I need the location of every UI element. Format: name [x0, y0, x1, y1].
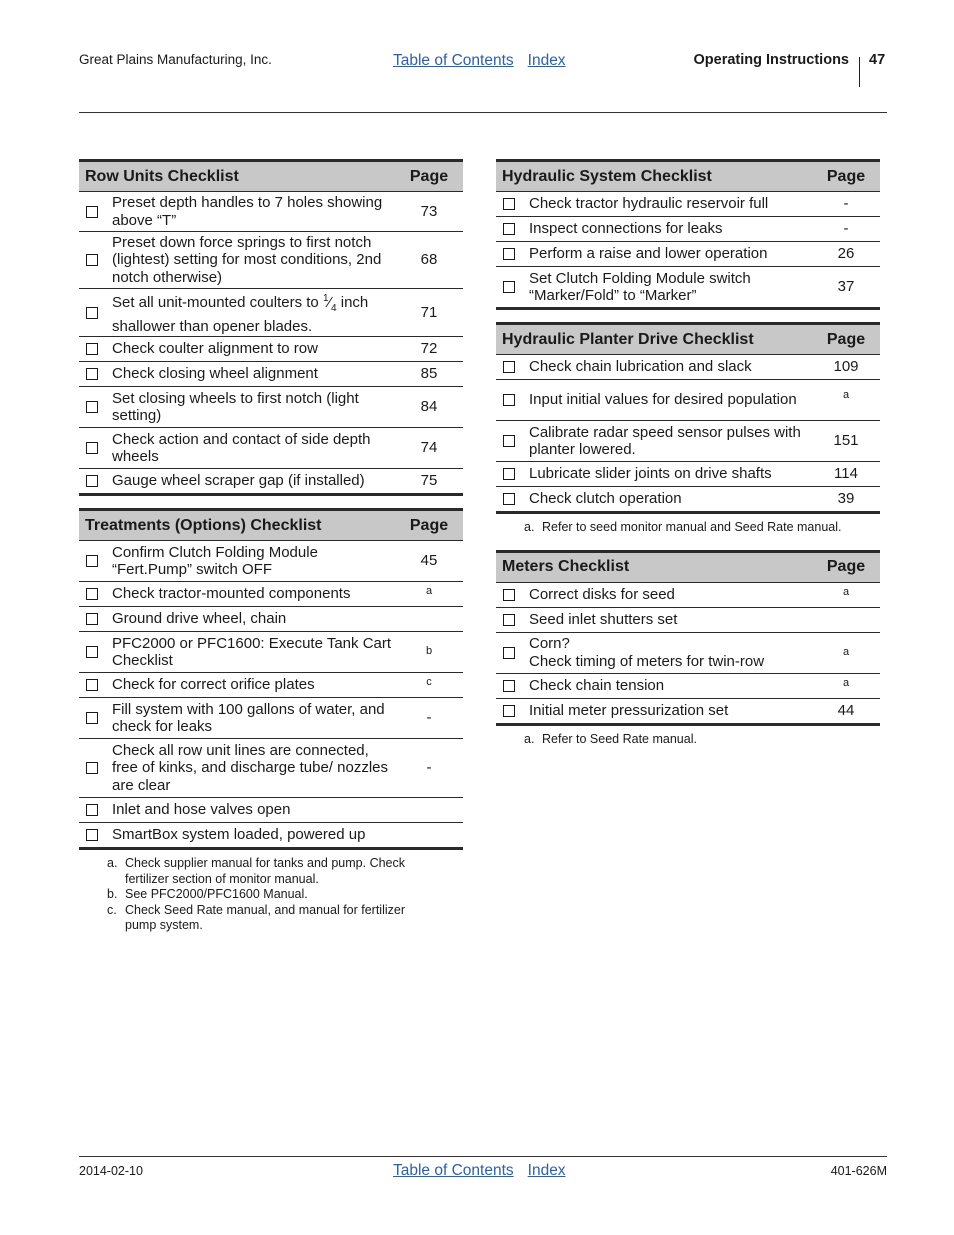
checkbox[interactable] [86, 401, 98, 413]
checkbox[interactable] [86, 762, 98, 774]
checkbox[interactable] [503, 394, 515, 406]
company-name: Great Plains Manufacturing, Inc. [79, 52, 272, 67]
footnote-ref: a [842, 389, 850, 401]
item-page: 71 [420, 303, 438, 321]
meters-checklist [496, 550, 880, 726]
checkbox[interactable] [86, 829, 98, 841]
checkbox[interactable] [503, 435, 515, 447]
checklist-header [496, 162, 880, 192]
checkbox[interactable] [86, 646, 98, 658]
footnotes [496, 732, 880, 748]
item-text: Lubricate slider joints on drive shafts [529, 465, 772, 483]
item-page: 68 [420, 251, 438, 269]
checklist-row [79, 469, 463, 493]
left-column [79, 159, 463, 948]
item-page: 151 [833, 432, 859, 450]
treatments-checklist [79, 508, 463, 850]
footnote-ref: c [426, 676, 432, 688]
page-number: 47 [869, 52, 886, 68]
checkbox[interactable] [86, 343, 98, 355]
fraction-denominator: 4 [331, 303, 337, 314]
checkbox[interactable] [503, 468, 515, 480]
item-text: Check all row unit lines are connected, free of kinks, and discharge tube/ nozzles are clear [112, 741, 388, 794]
checkbox[interactable] [503, 589, 515, 601]
header-nav [393, 52, 566, 70]
footnote-ref: a [425, 585, 433, 597]
footnote: b. See PFC2000/PFC1600 Manual. [107, 887, 308, 901]
page-column-header: Page [409, 516, 449, 534]
index-link[interactable]: Index [527, 1162, 566, 1179]
checklist-row [496, 583, 880, 608]
item-text: SmartBox system loaded, powered up [112, 826, 366, 844]
item-text: Perform a raise and lower operation [529, 245, 768, 263]
item-page: 84 [420, 398, 438, 416]
item-text: Check for correct orifice plates [112, 676, 315, 694]
page-column-header: Page [826, 330, 866, 348]
checklist-header [496, 325, 880, 355]
header-rule [79, 112, 887, 113]
checkbox[interactable] [503, 705, 515, 717]
page-column-header: Page [409, 167, 449, 185]
item-text: PFC2000 or PFC1600: Execute Tank Cart Checklist [112, 634, 392, 669]
index-link[interactable]: Index [527, 52, 566, 69]
checklist-row [79, 632, 463, 673]
checklist-title: Hydraulic System Checklist [502, 167, 712, 185]
checklist-header [79, 511, 463, 541]
checklist-row [79, 337, 463, 362]
item-text: Correct disks for seed [529, 585, 675, 603]
checklist-row [496, 217, 880, 242]
checklist-row [79, 673, 463, 698]
footnote: a. Refer to Seed Rate manual. [524, 731, 697, 746]
checkbox[interactable] [503, 223, 515, 235]
item-page: 85 [420, 365, 438, 383]
item-page: 114 [834, 465, 858, 483]
item-page: 44 [837, 701, 855, 719]
checkbox[interactable] [86, 475, 98, 487]
checklist-row [496, 487, 880, 511]
item-page: 75 [420, 472, 438, 490]
checklist-title: Hydraulic Planter Drive Checklist [502, 330, 754, 348]
footnotes [496, 520, 880, 536]
hydraulic-system-checklist [496, 159, 880, 310]
checklist-row [79, 192, 463, 232]
checkbox[interactable] [503, 493, 515, 505]
item-text: Check chain lubrication and slack [529, 358, 752, 376]
header-divider [859, 57, 860, 87]
item-text: Set closing wheels to first notch (light setting) [112, 389, 359, 424]
item-page: 73 [420, 202, 438, 220]
item-page: - [426, 759, 432, 777]
item-page: 72 [420, 340, 438, 358]
checkbox[interactable] [86, 679, 98, 691]
checkbox[interactable] [86, 613, 98, 625]
item-text: Check tractor-mounted components [112, 585, 351, 603]
checklist-row [496, 674, 880, 699]
checklist-row [79, 698, 463, 739]
item-text: Preset depth handles to 7 holes showing above “T” [112, 194, 383, 229]
checklist-title: Row Units Checklist [85, 167, 239, 185]
item-text: Check clutch operation [529, 490, 682, 508]
item-text: Gauge wheel scraper gap (if installed) [112, 472, 365, 490]
checklist-header [496, 553, 880, 583]
checklist-row [496, 267, 880, 307]
item-text: Check closing wheel alignment [112, 365, 318, 383]
checkbox[interactable] [503, 614, 515, 626]
checklist-row [79, 232, 463, 289]
checklist-row [496, 242, 880, 267]
footer-date: 2014-02-10 [79, 1164, 143, 1178]
checklist-title: Treatments (Options) Checklist [85, 516, 322, 534]
footer-nav [393, 1162, 566, 1180]
item-text: Set all unit-mounted coulters to $^1⁄_4$ inch shallower than opener blades. [112, 293, 369, 335]
item-page: 109 [833, 358, 859, 376]
checkbox[interactable] [86, 368, 98, 380]
item-text: Ground drive wheel, chain [112, 610, 287, 628]
planter-drive-checklist [496, 322, 880, 514]
item-text: Confirm Clutch Folding Module “Fert.Pump” switch OFF [112, 543, 318, 578]
checklist-header [79, 162, 463, 192]
checkbox[interactable] [86, 206, 98, 218]
item-text: Check action and contact of side depth wheels [112, 430, 371, 465]
checklist-row [496, 608, 880, 633]
checklist-row [79, 289, 463, 337]
page-column-header: Page [826, 167, 866, 185]
item-text: Check coulter alignment to row [112, 340, 318, 358]
item-text: Inspect connections for leaks [529, 220, 723, 238]
footnote-ref: b [425, 645, 433, 658]
item-text: Initial meter pressurization set [529, 701, 729, 719]
checklist-title: Meters Checklist [502, 558, 630, 575]
checkbox[interactable] [503, 680, 515, 692]
checklist-row [496, 633, 880, 674]
toc-link[interactable]: Table of Contents [393, 1162, 514, 1179]
item-text: Calibrate radar speed sensor pulses with planter lowered. [529, 423, 801, 458]
item-page: 45 [420, 552, 438, 570]
item-text: Input initial values for desired population [529, 391, 797, 409]
footnote-ref: a [842, 676, 850, 689]
checklist-row [79, 582, 463, 607]
checkbox[interactable] [86, 307, 98, 319]
checkbox[interactable] [86, 588, 98, 600]
item-text: Check chain tension [529, 676, 665, 694]
footnote: a. Check supplier manual for tanks and pump. Check fertilizer section of monitor manual. [107, 856, 406, 886]
section-title: Operating Instructions [693, 52, 849, 68]
footnote: c. Check Seed Rate manual, and manual for fertilizer pump system. [107, 902, 406, 932]
checklist-row [496, 462, 880, 487]
doc-number: 401-626M [830, 1164, 887, 1178]
checkbox[interactable] [503, 647, 515, 659]
checkbox[interactable] [503, 248, 515, 260]
checklist-row [79, 362, 463, 387]
item-page: - [843, 220, 849, 238]
checkbox[interactable] [86, 555, 98, 567]
checkbox[interactable] [86, 712, 98, 724]
item-text: Check tractor hydraulic reservoir full [529, 195, 769, 213]
checklist-row [496, 192, 880, 217]
footnotes [79, 856, 463, 934]
footer-rule [79, 1156, 887, 1157]
item-page: 74 [420, 439, 438, 457]
item-text: Fill system with 100 gallons of water, and check for leaks [112, 700, 385, 735]
item-text: Corn? Check timing of meters for twin-row [529, 635, 765, 670]
checklist-row [79, 607, 463, 632]
footnote-ref: a [842, 585, 850, 598]
right-column [496, 159, 880, 761]
item-text: Preset down force springs to first notch (lightest) setting for most conditions, 2nd notch otherwise) [112, 233, 382, 286]
checklist-row [496, 380, 880, 421]
item-page: 37 [837, 278, 855, 296]
checklist-row [79, 739, 463, 798]
checkbox[interactable] [503, 281, 515, 293]
checkbox[interactable] [503, 361, 515, 373]
checklist-row [79, 798, 463, 823]
footnote-ref: a [842, 645, 850, 658]
checklist-row [496, 421, 880, 462]
item-text: Seed inlet shutters set [529, 610, 678, 628]
checkbox[interactable] [86, 254, 98, 266]
toc-link[interactable]: Table of Contents [393, 52, 514, 69]
item-page: - [843, 195, 849, 213]
item-page: 39 [837, 490, 855, 508]
fraction-numerator: 1 [322, 293, 329, 304]
checkbox[interactable] [86, 442, 98, 454]
page-column-header: Page [826, 558, 866, 575]
checkbox[interactable] [86, 804, 98, 816]
row-units-checklist [79, 159, 463, 496]
checklist-row [79, 823, 463, 847]
checklist-row [496, 355, 880, 380]
item-text: Set Clutch Folding Module switch “Marker/Fold” to “Marker” [529, 269, 751, 304]
footnote: a. Refer to seed monitor manual and Seed Rate manual. [524, 520, 842, 534]
item-page: 26 [837, 245, 855, 263]
checkbox[interactable] [503, 198, 515, 210]
item-text: Inlet and hose valves open [112, 801, 291, 819]
checklist-row [79, 387, 463, 428]
checklist-row [496, 699, 880, 723]
checklist-row [79, 541, 463, 582]
item-page: - [426, 709, 432, 727]
checklist-row [79, 428, 463, 469]
